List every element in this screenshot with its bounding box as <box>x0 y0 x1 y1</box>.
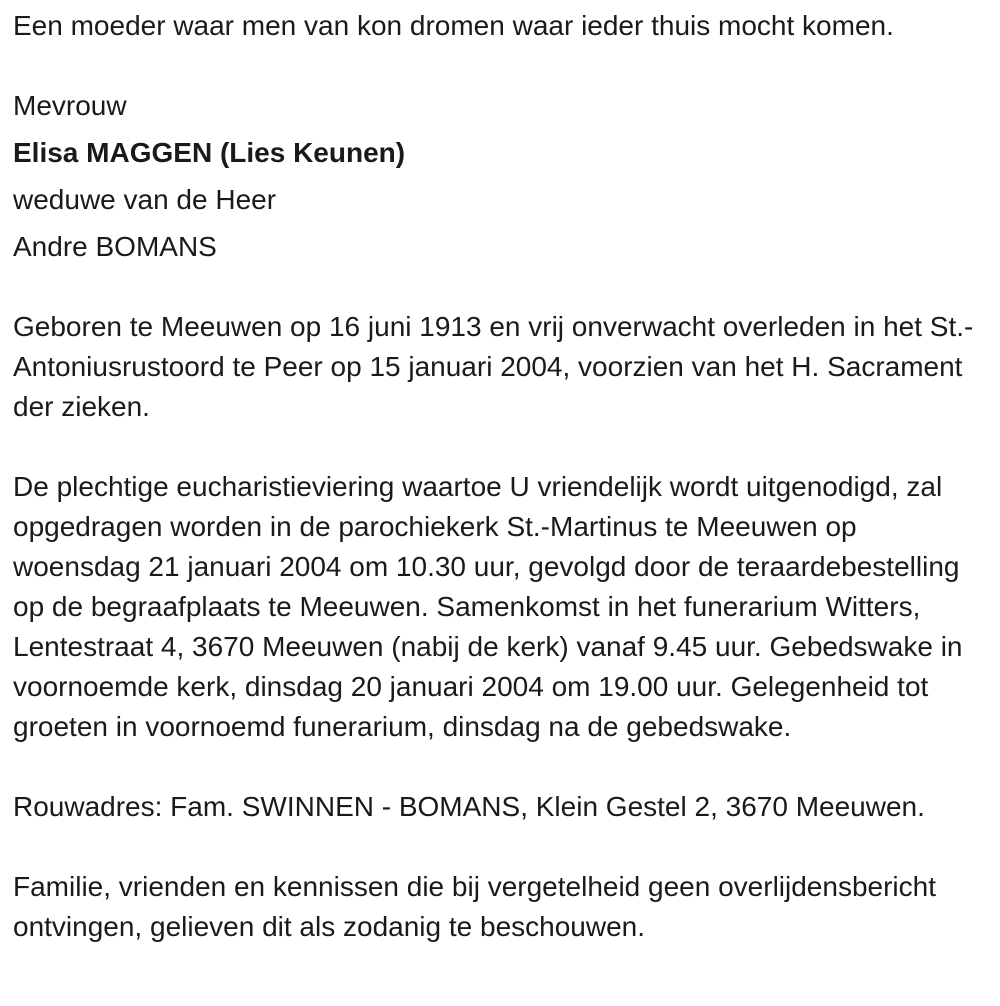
birth-and-death-paragraph: Geboren te Meeuwen op 16 juni 1913 en vrij onverwacht overleden in het St.-Antoniusrustoord te Peer op 15 januari 2004, voorzien van het H. Sacrament der zieken. <box>13 311 974 422</box>
deceased-name: Elisa MAGGEN (Lies Keunen) <box>13 137 406 168</box>
salutation: Mevrouw <box>13 90 127 121</box>
relation-line: weduwe van de Heer <box>13 184 277 215</box>
spouse-name: Andre BOMANS <box>13 231 217 262</box>
closing-note: Familie, vrienden en kennissen die bij vergetelheid geen overlijdensbericht ontvingen, gelieven dit als zodanig te beschouwen. <box>13 871 936 942</box>
epigraph: Een moeder waar men van kon dromen waar ieder thuis mocht komen. <box>13 10 894 41</box>
mourning-address: Rouwadres: Fam. SWINNEN - BOMANS, Klein Gestel 2, 3670 Meeuwen. <box>13 791 925 822</box>
service-paragraph: De plechtige eucharistieviering waartoe U vriendelijk wordt uitgenodigd, zal opgedragen worden in de parochiekerk St.-Martinus te Meeuwen op woensdag 21 januari 2004 om 10.30 uur, gevolgd door de teraardebestelling op de begraafplaats te Meeuwen. Samenkomst in het funerarium Witters, Lentestraat 4, 3670 Meeuwen (nabij de kerk) vanaf 9.45 uur. Gebedswake in voornoemde kerk, dinsdag 20 januari 2004 om 19.00 uur. Gelegenheid tot groeten in voornoemd funerarium, dinsdag na de gebedswake. <box>13 471 963 742</box>
